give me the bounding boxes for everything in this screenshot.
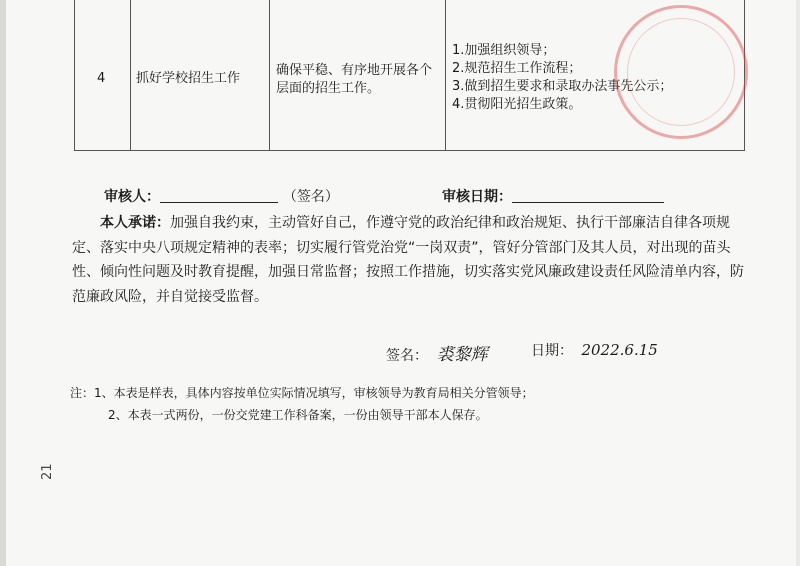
signature-block bbox=[386, 340, 487, 365]
reviewer-sign-line bbox=[160, 188, 278, 203]
review-date-field bbox=[442, 186, 664, 206]
commitment-lead: 本人承诺： bbox=[100, 215, 170, 231]
row-goal: 确保平稳、有序地开展各个层面的招生工作。 bbox=[276, 63, 433, 96]
handwritten-date: 2022.6.15 bbox=[581, 341, 658, 359]
handwritten-signature: 裘黎辉 bbox=[436, 345, 488, 365]
reviewer-label: 审核人： bbox=[104, 189, 160, 205]
official-seal bbox=[614, 5, 748, 139]
signature-label: 签名： bbox=[386, 348, 428, 364]
col-goal bbox=[270, 0, 446, 150]
measure-item: 1.加强组织领导； bbox=[452, 43, 556, 58]
measure-item: 2.规范招生工作流程； bbox=[452, 61, 582, 76]
row-number: 4 bbox=[97, 71, 106, 86]
measure-item: 4.贯彻阳光招生政策。 bbox=[452, 97, 582, 112]
signature-date-block bbox=[531, 340, 658, 360]
note-line: 注：1、本表是样表，具体内容按单位实际情况填写，审核领导为教育局相关分管领导； bbox=[70, 386, 534, 400]
signature-date-label: 日期： bbox=[531, 343, 573, 359]
col-item bbox=[131, 0, 270, 150]
review-date-label: 审核日期： bbox=[442, 189, 512, 205]
document-page bbox=[6, 0, 796, 566]
commitment-paragraph bbox=[72, 211, 754, 309]
commitment-text: 加强自我约束，主动管好自己，作遵守党的政治纪律和政治规矩、执行干部廉洁自律各项规定、落实中央八项规定精神的表率；切实履行管党治党“一岗双责”，管好分管部门及其人员，对出现的苗头性、倾向性问题及时教育提醒，加强日常监督；按照工作措施，切实落实党风廉政建设责任风险清单内容，防范廉政风险，并自觉接受监督。 bbox=[72, 215, 744, 305]
col-number bbox=[75, 0, 131, 150]
row-item: 抓好学校招生工作 bbox=[136, 71, 241, 86]
note-line: 2、本表一式两份，一份交党建工作科备案，一份由领导干部本人保存。 bbox=[108, 408, 488, 422]
scan-edge bbox=[0, 0, 6, 566]
seal-inner-ring bbox=[627, 18, 735, 126]
sign-hint: （签名） bbox=[282, 189, 339, 205]
reviewer-field bbox=[104, 186, 339, 206]
review-date-line bbox=[512, 188, 664, 203]
notes bbox=[70, 382, 534, 426]
measure-item: 3.做到招生要求和录取办法事先公示； bbox=[452, 79, 673, 94]
page-number-mark: 21 bbox=[40, 463, 55, 480]
